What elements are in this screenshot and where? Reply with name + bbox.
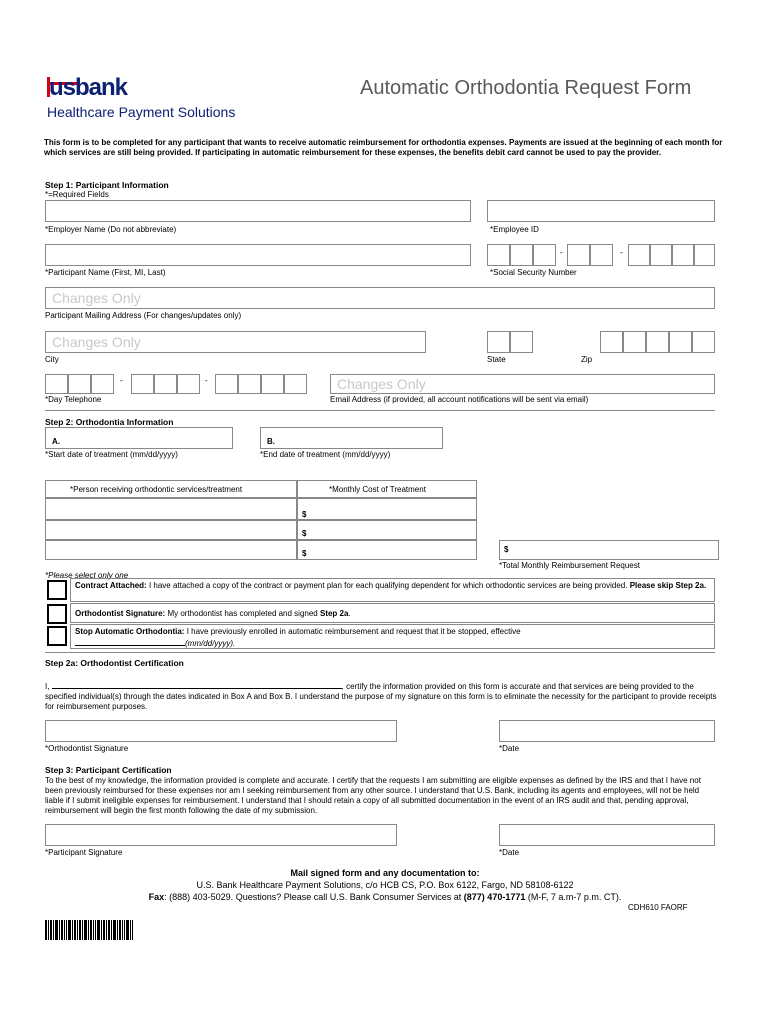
required-star: * [260,450,264,459]
zip-label: Zip [581,355,593,364]
ssn-digit-2[interactable] [510,244,533,266]
mail-heading: Mail signed form and any documentation to: [290,868,480,878]
option-text: My orthodontist has completed and signed [165,609,320,618]
city-label: City [45,355,59,364]
phone-digit-8[interactable] [238,374,261,394]
employee-id-field[interactable] [487,200,715,222]
employee-id-label [490,225,539,234]
form-title: Automatic Orthodontia Request Form [360,77,692,99]
ssn-digit-4[interactable] [567,244,590,266]
phone-digit-5[interactable] [154,374,177,394]
orthodontist-date-field[interactable] [499,720,715,742]
ssn-digit-6[interactable] [628,244,650,266]
participant-signature-label [45,848,122,857]
cert-i: I, [45,682,52,691]
stop-date-line[interactable] [75,637,185,646]
required-star: * [499,744,503,753]
state-cell-1[interactable] [487,331,510,353]
day-telephone-label [45,395,101,404]
zip-digit-2[interactable] [623,331,646,353]
total-label [499,561,640,570]
step3-title: Step 3: Participant Certification [45,765,172,775]
changes-only-placeholder: Changes Only [52,334,141,350]
ssn-label [490,268,577,277]
start-date-label [45,450,178,459]
col-cost-label: *Monthly Cost of Treatment [329,485,426,494]
label-text: Total Monthly Reimbursement Request [502,561,640,570]
required-note: *=Required Fields [45,190,109,199]
option-title: Contract Attached: [75,581,147,590]
phone-digit-1[interactable] [45,374,68,394]
cost-row-1[interactable] [297,498,477,520]
option-text: I have previously enrolled in automatic reimbursement and request that it be stopped, effective [184,627,521,636]
form-code: CDH610 FAORF [628,903,688,912]
option-end: . [348,609,351,618]
orthodontist-signature-field[interactable] [45,720,397,742]
box-b-label: B. [267,437,275,446]
changes-only-placeholder: Changes Only [337,376,426,392]
required-star: * [45,848,49,857]
stop-orthodontia-checkbox[interactable] [47,626,67,646]
ssn-digit-3[interactable] [533,244,556,266]
participant-name-label [45,268,165,277]
phone-digit-9[interactable] [261,374,284,394]
required-star: * [490,268,494,277]
ssn-digit-8[interactable] [672,244,694,266]
mailing-address-label: Participant Mailing Address (For changes/updates only) [45,311,242,320]
option-stop-orthodontia [70,624,715,649]
cost-row-2[interactable] [297,520,477,540]
state-label: State [487,355,506,364]
stop-date-format: (mm/dd/yyyy). [185,639,236,648]
logo-subtitle: Healthcare Payment Solutions [47,104,236,120]
logo-brand: usbank [49,74,128,101]
fax-line [0,892,770,902]
dollar-sign: $ [302,510,307,519]
phone-digit-10[interactable] [284,374,307,394]
logo [47,74,157,105]
cert-text: , certify the information provided on this form is accurate and that services are being provided to the specified individual(s) through the dates indicated in Box A and Box B. I understand the purpose of my signature on this form is to eliminate the necessity for the participant to provide receipts for reimbursement purposes. [45,682,717,711]
required-star: * [45,395,49,404]
phone-number: (877) 470-1771 [463,892,526,902]
required-star: * [499,561,503,570]
barcode-icon [45,920,133,940]
label-text: Date [502,848,520,857]
select-note: *Please select only one [45,571,129,580]
ssn-dash: - [560,248,563,257]
zip-digit-3[interactable] [646,331,669,353]
label-text: Date [502,744,520,753]
person-row-1[interactable] [45,498,297,520]
dollar-sign: $ [302,549,307,558]
phone-digit-4[interactable] [131,374,154,394]
hours-text: (M-F, 7 a.m-7 p.m. CT). [525,892,622,902]
phone-digit-6[interactable] [177,374,200,394]
required-star: * [45,268,49,277]
employer-name-label [45,225,176,234]
required-star: * [499,848,503,857]
option-title: Orthodontist Signature: [75,609,166,618]
label-text: Social Security Number [493,268,577,277]
participant-date-field[interactable] [499,824,715,846]
participant-name-field[interactable] [45,244,471,266]
zip-digit-5[interactable] [692,331,715,353]
changes-only-placeholder: Changes Only [52,290,141,306]
label-text: Participant Name (First, MI, Last) [48,268,166,277]
divider [45,652,715,653]
dollar-sign: $ [504,545,509,554]
label-text: Orthodontist Signature [48,744,129,753]
fax-text: : (888) 403-5029. Questions? Please call U.S. Bank Consumer Services at [164,892,464,902]
ssn-digit-5[interactable] [590,244,613,266]
label-text: Employee ID [493,225,539,234]
orthodontist-signature-label [45,744,128,753]
person-row-3[interactable] [45,540,297,560]
step2a-title: Step 2a: Orthodontist Certification [45,658,184,668]
required-star: * [45,744,49,753]
orthodontist-name-line[interactable] [52,680,342,689]
option-text: I have attached a copy of the contract or payment plan for each qualifying dependent for which orthodontic services are being provided. [146,581,628,590]
employer-name-field[interactable] [45,200,471,222]
orthodontist-date-label [499,744,519,753]
total-field[interactable] [499,540,719,560]
mailing-address-field[interactable] [45,287,715,309]
zip-digit-1[interactable] [600,331,623,353]
ssn-digit-7[interactable] [650,244,672,266]
zip-digit-4[interactable] [669,331,692,353]
label-text: Participant Signature [48,848,123,857]
phone-dash: - [205,376,208,385]
label-text: Day Telephone [48,395,102,404]
phone-digit-3[interactable] [91,374,114,394]
phone-digit-7[interactable] [215,374,238,394]
phone-digit-2[interactable] [68,374,91,394]
fax-label: Fax [148,892,165,902]
option-note: Please skip Step 2a. [627,581,707,590]
state-cell-2[interactable] [510,331,533,353]
cost-row-3[interactable] [297,540,477,560]
orthodontist-cert-text [45,680,720,712]
start-date-field[interactable] [45,427,233,449]
participant-signature-field[interactable] [45,824,397,846]
email-label: Email Address (if provided, all account notifications will be sent via email) [330,395,589,404]
divider [45,410,715,411]
col-person-label: *Person receiving orthodontic services/treatment [70,485,243,494]
option-title: Stop Automatic Orthodontia: [75,627,185,636]
participant-cert-text: To the best of my knowledge, the information provided is complete and accurate. I certify that the requests I am submitting are eligible expenses as defined by the IRS and that I have not been previously reimbursed for these expenses nor am I seeking reimbursement from any other source. I understand that U.S. Bank, including its agents and employees, will not be held liable if I submit ineligible expenses for reimbursement. I understand that I should retain a copy of all submitted documentation in the event of an IRS audit and that, pending approval, reimbursement will begin the first month following the date of my submission. [45,776,701,815]
label-text: Employer Name (Do not abbreviate) [48,225,177,234]
ssn-digit-1[interactable] [487,244,510,266]
person-row-2[interactable] [45,520,297,540]
end-date-label [260,450,390,459]
option-note: Step 2a [319,609,349,618]
option-contract-attached [70,578,715,602]
required-star: * [45,450,49,459]
intro-text: This form is to be completed for any participant that wants to receive automatic reimbursement for orthodontia expenses. Payments are issued at the beginning of each month for which services are still being provided. If participating in automatic reimbursement for these expenses, the benefits debit card cannot be used to pay the provider. [44,138,723,157]
box-a-label: A. [52,437,60,446]
required-star: * [45,225,49,234]
label-text: End date of treatment (mm/dd/yyyy) [263,450,391,459]
step2-title: Step 2: Orthodontia Information [45,417,174,427]
contract-attached-checkbox[interactable] [47,580,67,600]
end-date-field[interactable] [260,427,443,449]
mail-address: U.S. Bank Healthcare Payment Solutions, c/o HCB CS, P.O. Box 6122, Fargo, ND 58108-6122 [196,880,574,890]
required-star: * [490,225,494,234]
orthodontist-signature-checkbox[interactable] [47,604,67,624]
label-text: Start date of treatment (mm/dd/yyyy) [48,450,178,459]
option-orthodontist-signature [70,603,715,623]
dollar-sign: $ [302,529,307,538]
ssn-dash: - [620,248,623,257]
participant-date-label [499,848,519,857]
ssn-digit-9[interactable] [694,244,715,266]
phone-dash: - [120,376,123,385]
step1-title: Step 1: Participant Information [45,180,169,190]
